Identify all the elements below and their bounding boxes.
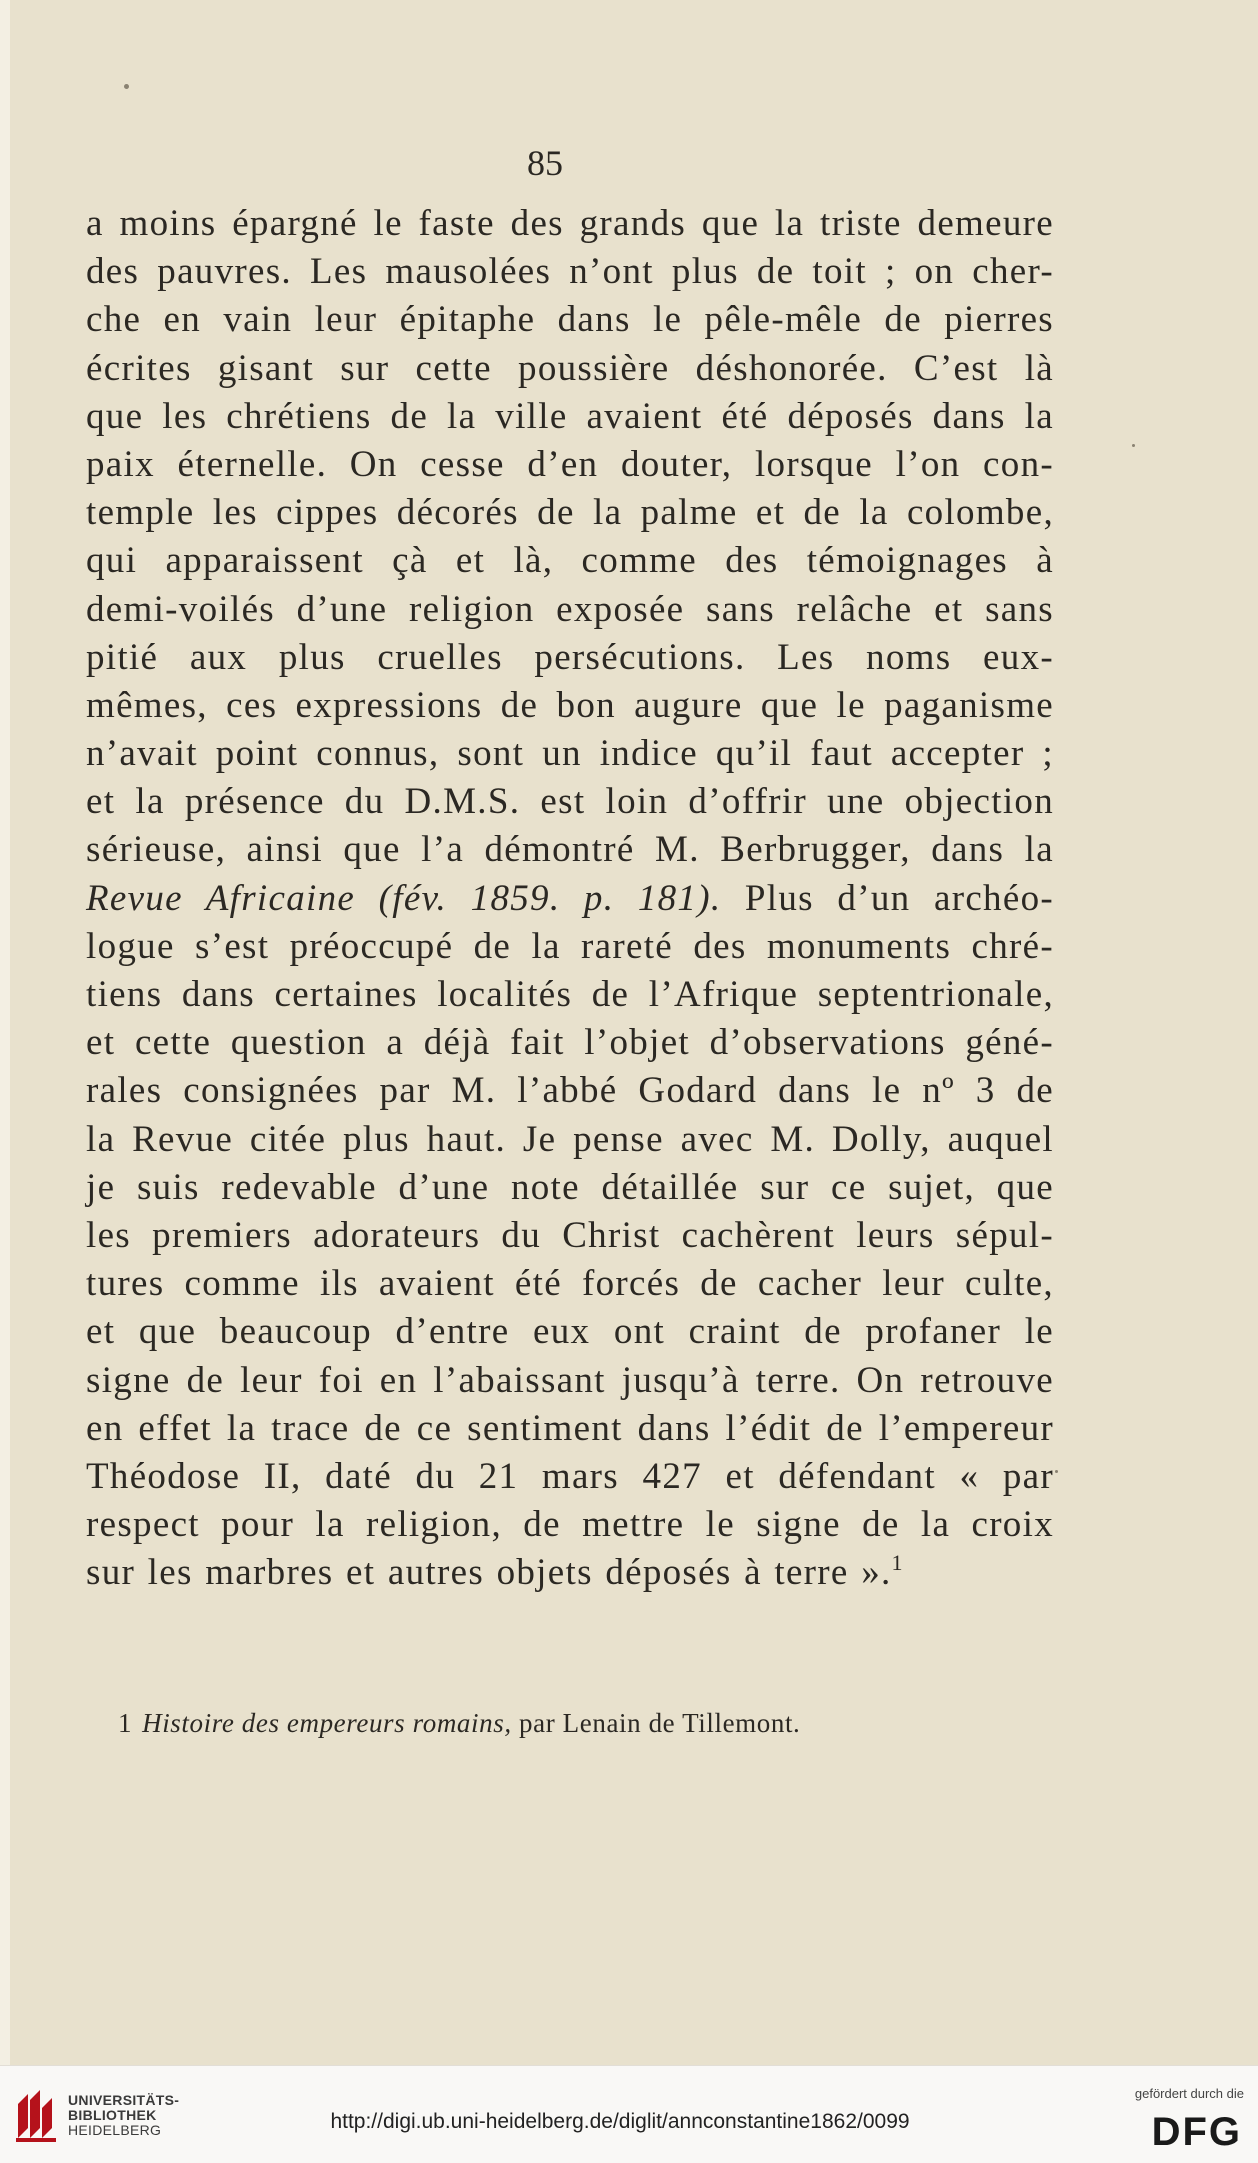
text-line: a moins épargné le faste des grands que la triste demeure	[86, 203, 1054, 244]
footnote-title: Histoire des empereurs romains,	[142, 1708, 512, 1738]
text-line: en effet la trace de ce sentiment dans l’édit de l’empereur	[86, 1407, 1054, 1449]
text-line: et que beaucoup d’entre eux ont craint de profaner le	[86, 1311, 1054, 1353]
paper-speck	[1055, 1470, 1058, 1473]
dfg-logo[interactable]: DFG	[1151, 2110, 1242, 2154]
footnote-reference[interactable]: 1	[891, 1550, 904, 1576]
text-line: tures comme ils avaient été forcés de cacher leur culte,	[86, 1263, 1054, 1305]
journal-citation: Revue Africaine (fév. 1859. p. 181).	[86, 877, 722, 919]
text-line: paix éternelle. On cesse d’en douter, lorsque l’on con-	[86, 443, 1054, 485]
footnote-text: par Lenain de Tillemont.	[511, 1708, 801, 1738]
permalink-url[interactable]: http://digi.ub.uni-heidelberg.de/diglit/annconstantine1862/0099	[330, 2110, 910, 2133]
footnote-number: 1	[118, 1708, 133, 1738]
page-edge	[0, 0, 10, 2065]
paper-speck	[124, 84, 129, 89]
text-line: écrites gisant sur cette poussière déshonorée. C’est là	[86, 347, 1054, 389]
text-line: qui apparaissent çà et là, comme des témoignages à	[86, 540, 1054, 582]
library-name[interactable]	[68, 2093, 179, 2138]
body-text	[86, 200, 1054, 1597]
text-line: temple les cippes décorés de la palme et de la colombe,	[86, 492, 1054, 534]
text-line: que les chrétiens de la ville avaient été déposés dans la	[86, 395, 1054, 437]
page-number: 85	[527, 143, 563, 183]
text-line: n’avait point connus, sont un indice qu’il faut accepter ;	[86, 733, 1054, 775]
viewer-footer	[0, 2065, 1258, 2163]
text-line: logue s’est préoccupé de la rareté des monuments chré-	[86, 925, 1054, 967]
text-line-last	[86, 1549, 1054, 1597]
text-line: Théodose II, daté du 21 mars 427 et défendant « par	[86, 1455, 1054, 1497]
text-line: demi-voilés d’une religion exposée sans relâche et sans	[86, 588, 1054, 630]
text-line: la Revue citée plus haut. Je pense avec M. Dolly, auquel	[86, 1118, 1054, 1160]
text-line: et la présence du D.M.S. est loin d’offrir une objection	[86, 781, 1054, 823]
text-line-citation	[86, 875, 1054, 923]
text-line: des pauvres. Les mausolées n’ont plus de toit ; on cher-	[86, 251, 1054, 293]
last-line-text: sur les marbres et autres objets déposés à terre ».	[86, 1552, 892, 1594]
text-line: je suis redevable d’une note détaillée sur ce sujet, que	[86, 1166, 1054, 1208]
library-name-line: UNIVERSITÄTS-	[68, 2092, 180, 2108]
text-line-rest: Plus d’un archéo-	[721, 877, 1054, 919]
text-line: rales consignées par M. l’abbé Godard dans le nº 3 de	[86, 1070, 1054, 1112]
text-line: che en vain leur épitaphe dans le pêle-mêle de pierres	[86, 299, 1054, 341]
text-line: respect pour la religion, de mettre le signe de la croix	[86, 1504, 1054, 1546]
text-line: les premiers adorateurs du Christ cachèrent leurs sépul-	[86, 1214, 1054, 1256]
text-line: signe de leur foi en l’abaissant jusqu’à terre. On retrouve	[86, 1359, 1054, 1401]
text-line: mêmes, ces expressions de bon augure que le paganisme	[86, 684, 1054, 726]
footnote	[118, 1708, 1018, 1739]
text-line: tiens dans certaines localités de l’Afrique septentrionale,	[86, 974, 1054, 1015]
text-line: et cette question a déjà fait l’objet d’observations géné-	[86, 1022, 1054, 1064]
library-name-line: HEIDELBERG	[68, 2122, 162, 2138]
funded-by-label: gefördert durch die	[1134, 2086, 1244, 2101]
library-name-line: BIBLIOTHEK	[68, 2107, 157, 2123]
text-line: sérieuse, ainsi que l’a démontré M. Berbrugger, dans la	[86, 829, 1054, 871]
paper-speck	[1132, 444, 1135, 447]
text-line: pitié aux plus cruelles persécutions. Les noms eux-	[86, 636, 1054, 678]
library-logo-icon[interactable]	[14, 2086, 60, 2144]
